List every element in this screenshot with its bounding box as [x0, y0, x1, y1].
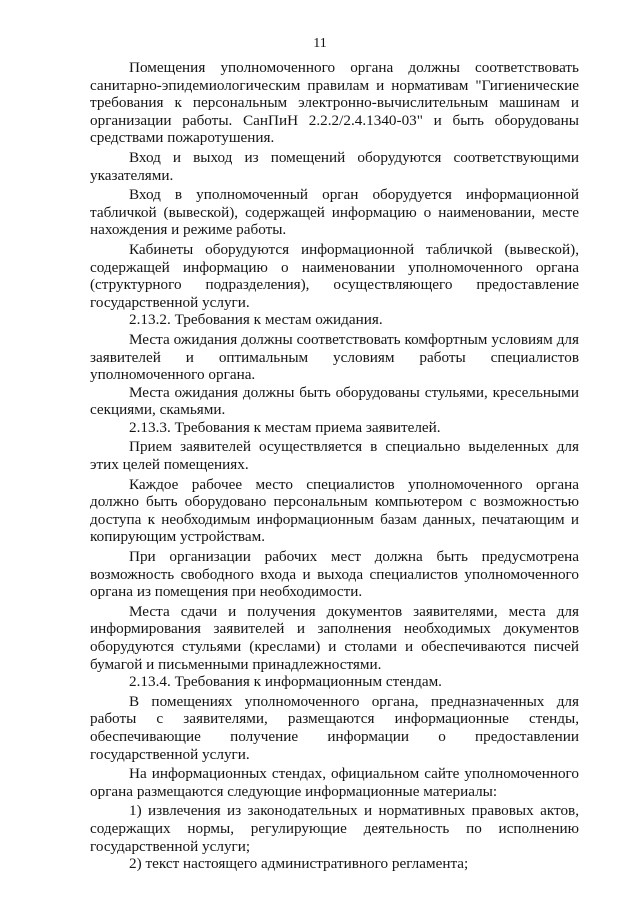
paragraph-info-materials-intro: На информационных стендах, официальном сайте уполномоченного органа размещаются следующие информационные материалы: — [90, 765, 579, 800]
paragraph-workplace-equipment: Каждое рабочее место специалистов уполномоченного органа должно быть оборудовано персональным компьютером с возможностью доступа к необходимым информационным базам данных, печатающим и копирующим устройствам. — [90, 475, 579, 546]
list-item-legal-excerpts: 1) извлечения из законодательных и нормативных правовых актов, содержащих нормы, регулирующие деятельность по исполнению государственной услуги; — [90, 802, 579, 855]
section-heading-reception-areas: 2.13.3. Требования к местам приема заявителей. — [129, 418, 441, 436]
paragraph-waiting-furniture: Места ожидания должны быть оборудованы стульями, кресельными секциями, скамьями. — [90, 383, 579, 419]
paragraph-workplace-access: При организации рабочих мест должна быть предусмотрена возможность свободного входа и выхода специалистов уполномоченного органа из помещения при необходимости. — [90, 548, 579, 601]
list-item-regulation-text: 2) текст настоящего административного регламента; — [129, 855, 469, 873]
paragraph-waiting-comfort: Места ожидания должны соответствовать комфортным условиям для заявителей и оптимальным условиям работы специалистов уполномоченного органа. — [90, 330, 579, 384]
section-heading-waiting-areas: 2.13.2. Требования к местам ожидания. — [129, 311, 383, 329]
document-body — [90, 59, 579, 873]
paragraph-reception-rooms: Прием заявителей осуществляется в специально выделенных для этих целей помещениях. — [90, 438, 579, 474]
paragraph-entrance-exit-signs: Вход и выход из помещений оборудуются соответствующими указателями. — [90, 148, 579, 184]
paragraph-info-stands-placement: В помещениях уполномоченного органа, предназначенных для работы с заявителями, размещаются информационные стенды, обеспечивающие получение информации о предоставлении государственной услуги. — [90, 692, 579, 763]
paragraph-entrance-signboard: Вход в уполномоченный орган оборудуется информационной табличкой (вывеской), содержащей информацию о наименовании, месте нахождения и режиме работы. — [90, 186, 579, 239]
page-number: 11 — [313, 36, 327, 51]
paragraph-document-submission-areas: Места сдачи и получения документов заявителями, места для информирования заявителей и заполнения необходимых документов оборудуются стульями (креслами) и столами и обеспечиваются писчей бумагой и письменными принадлежностями. — [90, 602, 579, 673]
paragraph-premises-requirements: Помещения уполномоченного органа должны соответствовать санитарно-эпидемиологическим правилам и нормативам "Гигиенические требования к персональным электронно-вычислительным машинам и организации работы. СанПиН 2.2.2/2.4.1340-03" и быть оборудованы средствами пожаротушения. — [90, 59, 579, 147]
paragraph-office-signboard: Кабинеты оборудуются информационной табличкой (вывеской), содержащей информацию о наименовании уполномоченного органа (структурного подразделения), осуществляющего предоставление государственной услуги. — [90, 240, 579, 311]
section-heading-info-stands: 2.13.4. Требования к информационным стендам. — [129, 673, 442, 691]
